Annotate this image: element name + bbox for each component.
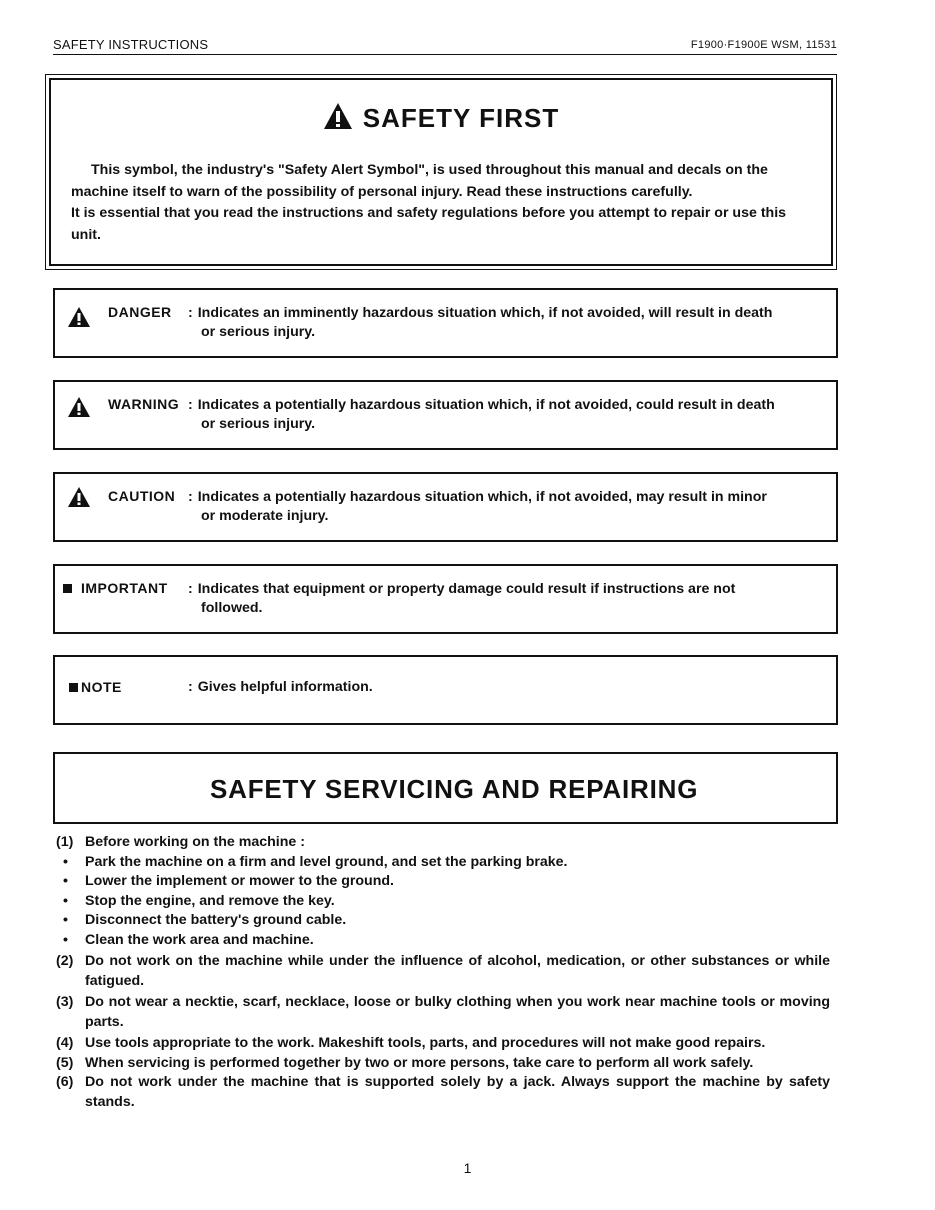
definition-description: : Indicates a potentially hazardous situation which, if not avoided, could result in death or serious injury.	[188, 397, 775, 432]
safety-alert-icon	[323, 102, 353, 130]
safety-first-paragraph-1: This symbol, the industry's "Safety Alert Symbol", is used throughout this manual and decals on the machine itself to warn of the possibility of personal injury. Read these instructions carefully.	[71, 162, 768, 200]
definition-term: WARNING	[108, 396, 180, 412]
bullet-item: • Stop the engine, and remove the key.	[63, 892, 335, 909]
definition-description: : Gives helpful information.	[188, 679, 373, 695]
list-item: (2) Do not work on the machine while under the influence of alcohol, medication, or other substances or while fatigued.	[56, 953, 830, 989]
definition-term: NOTE	[81, 679, 122, 695]
servicing-list	[56, 833, 830, 1112]
safety-first-title: SAFETY FIRST	[362, 103, 560, 133]
warning-triangle-icon	[67, 306, 91, 328]
definition-note	[53, 655, 838, 725]
square-bullet-icon	[63, 584, 72, 593]
page-number: 1	[463, 1160, 472, 1176]
page-header	[53, 37, 837, 55]
safety-first-body	[71, 160, 811, 246]
list-item: (6) Do not work under the machine that is supported solely by a jack. Always support the machine by safety stands.	[56, 1074, 830, 1110]
bullet-item: • Lower the implement or mower to the ground.	[63, 873, 394, 889]
safety-servicing-title: SAFETY SERVICING AND REPAIRING	[210, 774, 699, 804]
definition-description: : Indicates an imminently hazardous situation which, if not avoided, will result in death or serious injury.	[188, 305, 773, 340]
manual-code: F1900·F1900E WSM, 11531	[690, 39, 837, 51]
definition-caution	[53, 472, 838, 542]
warning-triangle-icon	[67, 396, 91, 418]
list-item: (1) Before working on the machine :	[56, 834, 305, 850]
safety-first-paragraph-2: It is essential that you read the instructions and safety regulations before you attempt to repair or use this unit.	[71, 205, 787, 243]
warning-triangle-icon	[67, 486, 91, 508]
definition-warning	[53, 380, 838, 450]
definition-danger	[53, 288, 838, 358]
definition-term: DANGER	[108, 304, 172, 320]
list-item: (5) When servicing is performed together by two or more persons, take care to perform all work safely.	[56, 1054, 754, 1071]
section-title: SAFETY INSTRUCTIONS	[53, 37, 209, 52]
list-item: (4) Use tools appropriate to the work. Makeshift tools, parts, and procedures will not make good repairs.	[56, 1035, 766, 1051]
definition-term: IMPORTANT	[81, 580, 168, 596]
definition-term: CAUTION	[108, 488, 176, 504]
safety-first-heading	[51, 102, 831, 134]
bullet-item: • Clean the work area and machine.	[63, 931, 314, 948]
definition-description: : Indicates that equipment or property damage could result if instructions are not followed.	[188, 581, 736, 616]
safety-servicing-heading-box	[53, 752, 838, 824]
square-bullet-icon	[69, 683, 78, 692]
list-item: (3) Do not wear a necktie, scarf, necklace, loose or bulky clothing when you work near machine tools or moving parts.	[56, 994, 830, 1030]
bullet-item: • Park the machine on a firm and level ground, and set the parking brake.	[63, 853, 568, 870]
bullet-item: • Disconnect the battery's ground cable.	[63, 912, 347, 928]
definition-description: : Indicates a potentially hazardous situation which, if not avoided, may result in minor or moderate injury.	[188, 489, 767, 524]
definition-important	[53, 564, 838, 634]
safety-first-box	[49, 78, 833, 266]
